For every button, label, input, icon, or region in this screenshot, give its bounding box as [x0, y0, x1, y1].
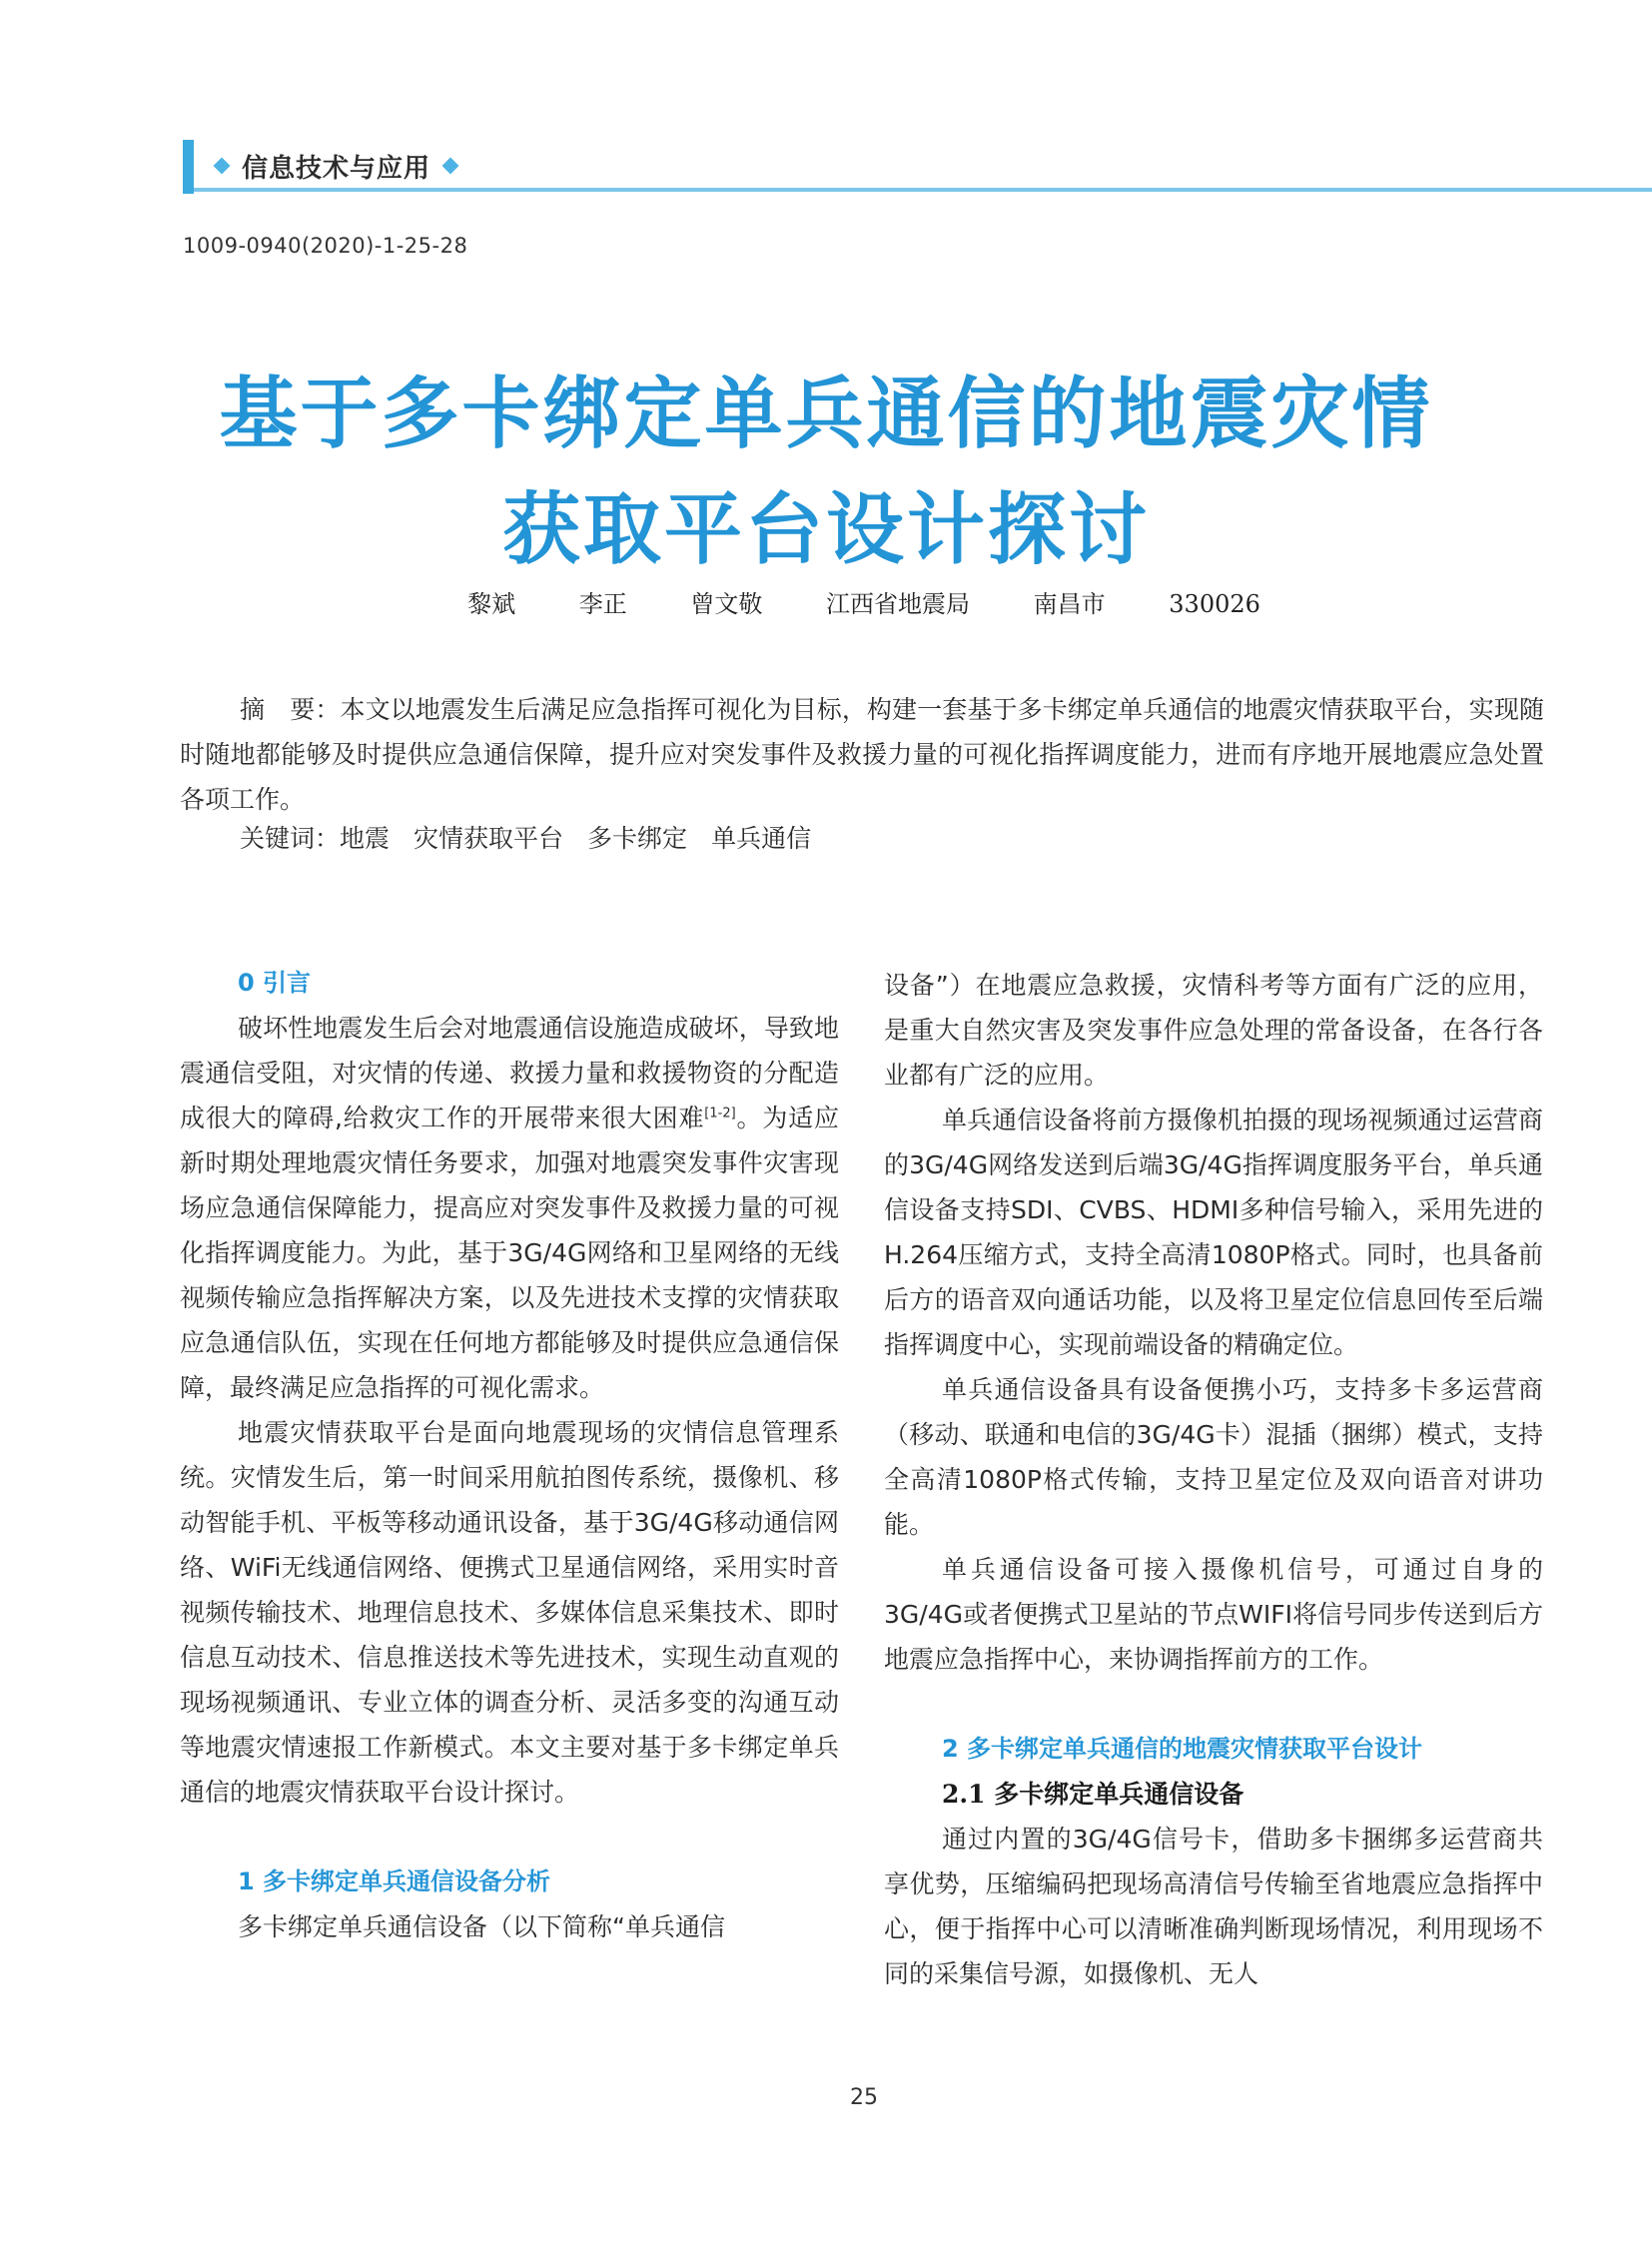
abstract-text: 摘 要：本文以地震发生后满足应急指挥可视化为目标，构建一套基于多卡绑定单兵通信的地震灾情获取平台，实现随时随地都能够及时提供应急通信保障，提升应对突发事件及救援力量的可视化指挥调度能力，进而有序地开展地震应急处置各项工作。 [180, 695, 1544, 814]
paragraph: 通过内置的3G/4G信号卡，借助多卡捆绑多运营商共享优势，压缩编码把现场高清信号传输至省地震应急指挥中心，便于指挥中心可以清晰准确判断现场情况，利用现场不同的采集信号源，如摄像机、无人 [884, 1825, 1543, 1988]
paragraph: 单兵通信设备具有设备便携小巧，支持多卡多运营商（移动、联通和电信的3G/4G卡）混插（捆绑）模式，支持全高清1080P格式传输，支持卫星定位及双向语音对讲功能。 [884, 1375, 1543, 1539]
paragraph: 单兵通信设备将前方摄像机拍摄的现场视频通过运营商的3G/4G网络发送到后端3G/4G指挥调度服务平台，单兵通信设备支持SDI、CVBS、HDMI多种信号输入，采用先进的H.264压缩方式，支持全高清1080P格式。同时，也具备前后方的语音双向通话功能，以及将卫星定位信息回传至后端指挥调度中心，实现前端设备的精确定位。 [884, 1106, 1543, 1359]
keyword: 多卡绑定 [587, 824, 688, 853]
keyword: 灾情获取平台 [413, 824, 564, 853]
author-postcode: 330026 [1169, 590, 1260, 618]
abstract [180, 687, 1544, 822]
paragraph: 多卡绑定单兵通信设备（以下简称“单兵通信 [238, 1912, 725, 1941]
paper-title-line-1: 基于多卡绑定单兵通信的地震灾情 [219, 370, 1433, 459]
document-code: 1009-0940(2020)-1-25-28 [183, 234, 468, 258]
paragraph: 地震灾情获取平台是面向地震现场的灾情信息管理系统。灾情发生后，第一时间采用航拍图传系统，摄像机、移动智能手机、平板等移动通讯设备，基于3G/4G移动通信网络、WiFi无线通信网络、便携式卫星通信网络，采用实时音视频传输技术、地理信息技术、多媒体信息采集技术、即时信息互动技术、信息推送技术等先进技术，实现生动直观的现场视频通讯、专业立体的调查分析、灵活多变的沟通互动等地震灾情速报工作新模式。本文主要对基于多卡绑定单兵通信的地震灾情获取平台设计探讨。 [180, 1418, 839, 1807]
paragraph: 单兵通信设备可接入摄像机信号，可通过自身的3G/4G或者便携式卫星站的节点WIFI将信号同步传送到后方地震应急指挥中心，来协调指挥前方的工作。 [884, 1555, 1543, 1674]
paragraph-text: 破坏性地震发生后会对地震通信设施造成破坏，导致地震通信受阻，对灾情的传递、救援力量和救援物资的分配造成很大的障碍,给救灾工作的开展带来很大困难 [180, 1014, 839, 1132]
author-name: 李正 [578, 590, 627, 618]
header-rule [194, 188, 1652, 192]
author-name: 曾文敬 [690, 590, 763, 618]
keyword: 单兵通信 [711, 824, 812, 853]
keywords-label: 关键词： [240, 824, 341, 853]
diamond-icon [442, 158, 459, 175]
keywords [240, 819, 835, 855]
diamond-icon [214, 158, 231, 175]
paragraph: 设备”）在地震应急救援，灾情科考等方面有广泛的应用，是重大自然灾害及突发事件应急处理的常备设备，在各行各业都有广泛的应用。 [884, 971, 1543, 1090]
subsection-heading: 2.1 多卡绑定单兵通信设备 [942, 1780, 1244, 1809]
page-number: 25 [850, 2085, 878, 2110]
paragraph [180, 1006, 839, 1410]
author-line [0, 584, 1652, 619]
author-affiliation: 江西省地震局 [826, 590, 970, 618]
header-accent-bar [183, 140, 194, 194]
author-name: 黎斌 [467, 590, 516, 618]
right-column [884, 963, 1543, 1996]
section-heading: 0 引言 [238, 969, 312, 997]
section-heading: 2 多卡绑定单兵通信的地震灾情获取平台设计 [942, 1735, 1423, 1763]
journal-section-label [210, 146, 462, 186]
paragraph-text: 。为适应新时期处理地震灾情任务要求，加强对地震突发事件灾害现场应急通信保障能力，提高应对突发事件及救援力量的可视化指挥调度能力。为此，基于3G/4G网络和卫星网络的无线视频传输应急指挥解决方案，以及先进技术支撑的灾情获取应急通信队伍，实现在任何地方都能够及时提供应急通信保障，最终满足应急指挥的可视化需求。 [180, 1104, 839, 1402]
keyword: 地震 [340, 824, 391, 853]
left-column [180, 961, 839, 1949]
section-heading: 1 多卡绑定单兵通信设备分析 [238, 1868, 551, 1895]
author-city: 南昌市 [1033, 590, 1106, 618]
section-label-text: 信息技术与应用 [242, 153, 431, 184]
citation: [1-2] [704, 1106, 736, 1121]
paper-title-line-2: 获取平台设计探讨 [501, 485, 1150, 575]
